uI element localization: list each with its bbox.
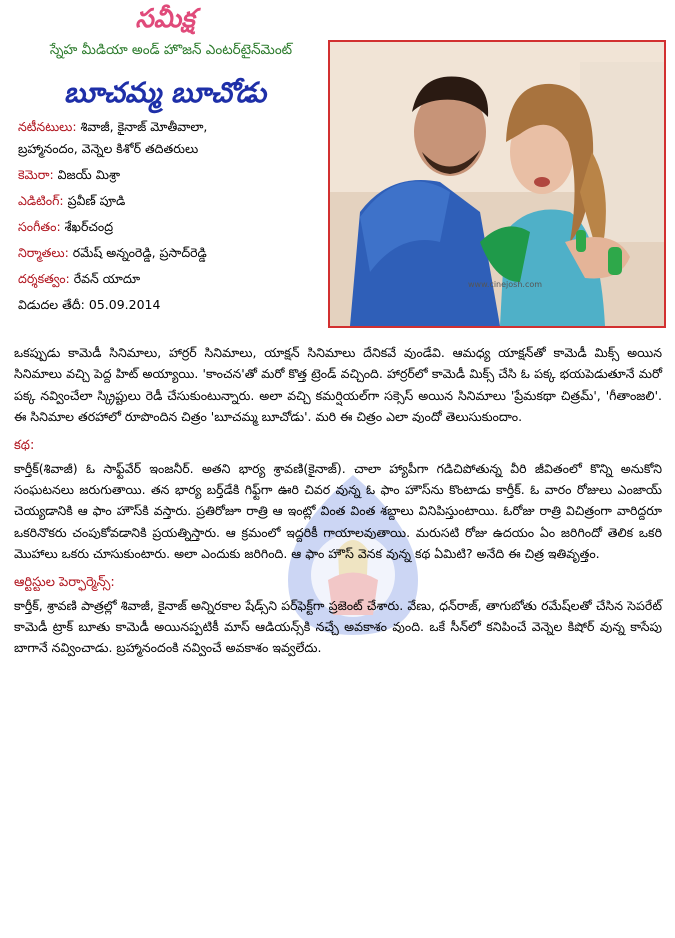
production-company: స్నేహ మీడియా అండ్ హొజన్ ఎంటర్‌టైన్‌మెంట్ (49, 42, 293, 58)
credit-value: ప్రవీణ్ పూడి (63, 193, 126, 208)
credit-value: రమేష్ అన్నంరెడ్డి, ప్రసాద్‌రెడ్డి (68, 245, 207, 260)
credit-label: నిర్మాతలు: (18, 245, 69, 260)
credit-label: దర్శకత్వం: (18, 271, 70, 286)
story-paragraph: కార్తీక్(శివాజీ) ఓ సాఫ్ట్‌వేర్ ఇంజనీర్. అతని భార్య శ్రావణి(కైనాజ్). చాలా హ్యాపీగా గడిచిపోతున్న వీరి జీవితంలో కొన్ని అనుకోని సంఘటనలు జరుగుతాయి. తన భార్య బర్త్‌డేకి గిఫ్ట్‌గా ఊరి చివర వున్న ఓ ఫాం హౌస్‌ను కొంటాడు కార్తీక్. ఓ వారం రోజులు ఎంజాయ్ చెయ్యడానికి ఆ ఫాం హౌస్‌కి వస్తారు. ప్రతిరోజూ రాత్రి ఆ ఇంట్లో వింత వింత శబ్దాలు వినిపిస్తుంటాయి. ఓరోజు రాత్రి విచిత్రంగా వారిద్దరూ ఒకరినొకరు చంపుకోవడానికి ప్రయత్నిస్తారు. ఆ క్రమంలో ఇద్దరికీ గాయాలవుతాయి. మరుసటి రోజు ఉదయం ఏం జరిగిందో తెలిక ఒకరి మొహాలు ఒకరు చూసుకుంటారు. అలా ఎందుకు జరిగింది. ఆ ఫాం హౌస్ వెనక వున్న కథ ఏమిటి? అనేది ఈ చిత్ర ఇతివృత్తం. (14, 460, 662, 562)
release-date (18, 297, 330, 313)
review-title: సమీక్ష (135, 4, 195, 34)
credit-label: ఎడిటింగ్: (18, 193, 64, 208)
movie-poster (328, 40, 666, 328)
intro-paragraph: ఒకప్పుడు కామెడీ సినిమాలు, హార్రర్ సినిమాలు, యాక్షన్ సినిమాలు దేనికవే వుండేవి. ఆమధ్య యాక్షన్‌తో కామెడీ మిక్స్ అయిన సినిమాలు వచ్చి పెద్ద హిట్ అయ్యాయి. 'కాంచన'తో మరో కొత్త ట్రెండ్ వచ్చింది. హార్రర్‌లో కామెడీ మిక్స్ చేసి ఓ పక్క భయపెడుతూనే మరో పక్క నవ్వించేలా స్క్రిప్టులు రెడీ చేసుకుంటున్నారు. అలా వచ్చి కమర్షియల్‌గా సక్సెస్ అయిన సినిమాలు 'ప్రేమకథా చిత్రమ్', 'గీతాంజలి'. ఈ సినిమాల తరహాలో రూపొందిన చిత్రం 'బూచమ్మ బూచోడు'. మరి ఈ చిత్రం ఎలా వుందో తెలుసుకుందాం. (14, 345, 662, 425)
credit-editing (18, 193, 330, 209)
credit-cast-continued: బ్రహ్మానందం, వెన్నెల కిశోర్ తదితరులు (18, 141, 199, 156)
movie-title: బూచమ్మ బూచోడు (63, 76, 267, 109)
credit-producers (18, 245, 330, 261)
release-value: 05.09.2014 (84, 297, 161, 312)
credit-label: కెమెరా: (18, 167, 54, 182)
story-heading: కథ: (14, 437, 35, 453)
release-label: విడుదల తేదీ: (18, 297, 85, 312)
review-body (14, 342, 662, 659)
credit-label: నటీనటులు: (18, 119, 77, 134)
performances-heading: ఆర్టిస్టుల పెర్ఫార్మెన్స్: (14, 574, 115, 590)
credit-value: రేవన్ యాదూ (69, 271, 141, 286)
credit-director (18, 271, 330, 287)
review-header (0, 0, 330, 340)
poster-credit: www.cinejosh.com (468, 280, 543, 289)
credit-label: సంగీతం: (18, 219, 61, 234)
credit-value: శేఖర్‌చంద్ర (60, 219, 114, 234)
credit-value: శివాజీ, కైనాజ్ మోతీవాలా, (76, 119, 208, 134)
credit-cast (18, 119, 330, 135)
credit-value: విజయ్ మిశ్రా (53, 167, 120, 182)
credit-camera (18, 167, 330, 183)
credits-list (18, 119, 330, 323)
performances-paragraph: కార్తీక్, శ్రావణి పాత్రల్లో శివాజీ, కైనాజ్ అన్నిరకాల షేడ్స్‌ని పర్‌ఫెక్ట్‌గా ప్రజెంట్ చేశారు. వేణు, ధన్‌రాజ్, తాగుబోతు రమేష్‌లతో చేసిన సెపరేట్ కామెడీ ట్రాక్ బూతు కామెడీ అయినప్పటికీ మాస్ ఆడియన్స్‌కి నచ్చే అవకాశం వుంది. ఒకే సీన్‌లో కనిపించే వెన్నెల కిషోర్ వున్న కాసేపు బాగానే నవ్వించాడు. బ్రహ్మానందంకి నవ్వించే అవకాశం ఇవ్వలేదు. (14, 597, 662, 656)
credit-music (18, 219, 330, 235)
